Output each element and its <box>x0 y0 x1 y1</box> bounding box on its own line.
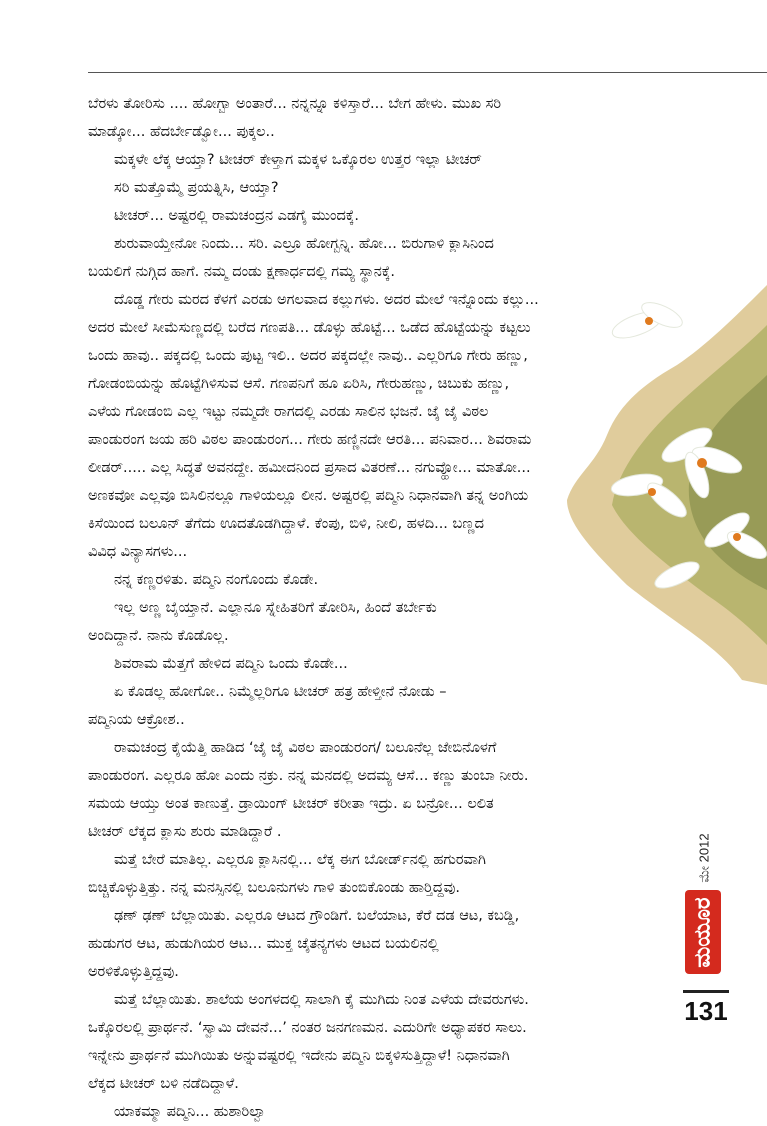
magazine-logo: ಮಯೂರ <box>685 890 721 974</box>
text-line: ಏ ಕೊಡಲ್ಲ ಹೋಗೋ.. ನಿಮ್ಮೆಲ್ಲರಿಗೂ ಟೀಚರ್ ಹತ್ರ ಹೇಳ್ತೀನೆ ನೋಡು – <box>114 684 447 700</box>
text-line: ಶುರುವಾಯ್ತೇನೋ ನಿಂದು... ಸರಿ. ಎಲ್ರೂ ಹೋಗ್ಬನ್ನಿ. ಹೋ... ಬಿರುಗಾಳಿ ಕ್ಲಾಸಿನಿಂದ <box>114 236 494 252</box>
text-line: ಒಂದು ಹಾವು.. ಪಕ್ಕದಲ್ಲಿ ಒಂದು ಪುಟ್ಟ ಇಲಿ.. ಅದರ ಪಕ್ಕದಲ್ಲೇ ನಾವು.. ಎಲ್ಲರಿಗೂ ಗೇರು ಹಣ್ಣು, <box>88 348 528 364</box>
text-line: ಪಾಂಡುರಂಗ. ಎಲ್ಲರೂ ಹೋ ಎಂದು ನಕ್ರು. ನನ್ನ ಮನದಲ್ಲಿ ಅದಮ್ಯ ಆಸೆ... ಕಣ್ಣು ತುಂಬಾ ನೀರು. <box>88 768 529 784</box>
flower-illustration <box>567 285 767 685</box>
page-number: 131 <box>684 996 728 1026</box>
text-line: ಬಿಚ್ಚಿಕೊಳ್ಳುತ್ತಿತ್ತು. ನನ್ನ ಮನಸ್ಸಿನಲ್ಲಿ ಬಲೂನುಗಳು ಗಾಳಿ ತುಂಬಿಕೊಂಡು ಹಾರ್‍ತಿದ್ದವು. <box>88 880 461 896</box>
text-line: ಅರಳಿಕೊಳ್ಳುತ್ತಿದ್ದವು. <box>88 964 179 980</box>
text-line: ದೊಡ್ಡ ಗೇರು ಮರದ ಕೆಳಗೆ ಎರಡು ಅಗಲವಾದ ಕಲ್ಲುಗಳು. ಅದರ ಮೇಲೆ ಇನ್ನೊಂದು ಕಲ್ಲು... <box>114 292 539 308</box>
text-line: ಲೆಕ್ಕದ ಟೀಚರ್ ಬಳಿ ನಡೆದಿದ್ದಾಳೆ. <box>88 1076 239 1092</box>
text-line: ಅದರ ಮೇಲೆ ಸೀಮೆಸುಣ್ಣದಲ್ಲಿ ಬರೆದ ಗಣಪತಿ... ಡೊಳ್ಳು ಹೊಟ್ಟೆ... ಒಡೆದ ಹೊಟ್ಟೆಯನ್ನು ಕಟ್ಟಲು <box>88 320 531 336</box>
text-line: ಗೋಡಂಬಿಯನ್ನು ಹೊಟ್ಟೆಗಿಳಿಸುವ ಆಸೆ. ಗಣಪನಿಗೆ ಹೂ ಏರಿಸಿ, ಗೇರುಹಣ್ಣು, ಚಿಬುಕು ಹಣ್ಣು, <box>88 376 510 392</box>
text-line: ಶಿವರಾಮ ಮೆತ್ತಗೆ ಹೇಳಿದ ಪದ್ಮಿನಿ ಒಂದು ಕೊಡೇ... <box>114 656 348 672</box>
text-line: ಒಕ್ಕೊರಲಲ್ಲಿ ಪ್ರಾರ್ಥನೆ. ‘ಸ್ವಾಮಿ ದೇವನೆ...’ ನಂತರ ಜನಗಣಮನ. ಎದುರಿಗೇ ಅಧ್ಯಾಪಕರ ಸಾಲು. <box>88 1020 527 1036</box>
text-line: ಇನ್ನೇನು ಪ್ರಾರ್ಥನೆ ಮುಗಿಯಿತು ಅನ್ನುವಷ್ಟರಲ್ಲಿ ಇದೇನು ಪದ್ಮಿನಿ ಬಿಕ್ಕಳಿಸುತ್ತಿದ್ದಾಳೆ! ನಿಧಾನವಾಗಿ <box>88 1048 510 1064</box>
issue-date: ಮೇ 2012 <box>697 833 713 883</box>
text-line: ಪಾಂಡುರಂಗ ಜಯ ಹರಿ ವಿಠಲ ಪಾಂಡುರಂಗ... ಗೇರು ಹಣ್ಣಿನದೇ ಆರತಿ... ಪನಿವಾರ... ಶಿವರಾಮ <box>88 432 532 448</box>
text-line: ಮಾಡ್ಕೋ... ಹೆದರ್ಬೇಡ್ವೋ... ಪುಕ್ಕಲ.. <box>88 124 275 140</box>
text-line: ವಿವಿಧ ವಿನ್ಯಾಸಗಳು... <box>88 544 188 560</box>
text-line: ಪದ್ಮಿನಿಯ ಆಕ್ರೋಶ.. <box>88 712 185 728</box>
text-line: ಅಣಕವೋ ಎಲ್ಲವೂ ಬಿಸಿಲಿನಲ್ಲೂ ಗಾಳಿಯಲ್ಲೂ ಲೀನ. ಅಷ್ಟರಲ್ಲಿ ಪದ್ಮಿನಿ ನಿಧಾನವಾಗಿ ತನ್ನ ಅಂಗಿಯ <box>88 488 529 504</box>
text-line: ಟೀಚರ್ ಲೆಕ್ಕದ ಕ್ಲಾಸು ಶುರು ಮಾಡಿದ್ದಾರೆ . <box>88 824 282 840</box>
text-line: ಕಿಸೆಯಿಂದ ಬಲೂನ್ ತೆಗೆದು ಊದತೊಡಗಿದ್ದಾಳೆ. ಕೆಂಪು, ಬಿಳಿ, ನೀಲಿ, ಹಳದಿ... ಬಣ್ಣದ <box>88 516 485 532</box>
text-line: ಬೆರಳು ತೋರಿಸು .... ಹೋಗ್ಬಾ ಅಂತಾರೆ... ನನ್ನನ್ನೂ ಕಳಿಸ್ತಾರೆ... ಬೇಗ ಹೇಳು. ಮುಖ ಸರಿ <box>88 96 501 112</box>
text-line: ಬಯಲಿಗೆ ನುಗ್ಗಿದ ಹಾಗೆ. ನಮ್ಮ ದಂಡು ಕ್ಷಣಾರ್ಧದಲ್ಲಿ ಗಮ್ಯ ಸ್ಥಾನಕ್ಕೆ. <box>88 264 395 280</box>
text-line: ಢಣ್ ಢಣ್ ಬೆಲ್ಲಾಯಿತು. ಎಲ್ಲರೂ ಆಟದ ಗ್ರೌಂಡಿಗೆ. ಬಲೆಯಾಟ, ಕೆರೆ ದಡ ಆಟ, ಕಬಡ್ಡಿ, <box>114 908 520 924</box>
text-line: ನನ್ನ ಕಣ್ಣರಳಿತು. ಪದ್ಮಿನಿ ನಂಗೊಂದು ಕೊಡೇ. <box>114 572 319 588</box>
text-line: ಸಮಯ ಆಯ್ತು ಅಂತ ಕಾಣುತ್ತೆ. ಡ್ರಾಯಿಂಗ್ ಟೀಚರ್ ಕರೀತಾ ಇದ್ರು. ಏ ಬನ್ರೋ... ಲಲಿತ <box>88 796 494 812</box>
text-line: ಇಲ್ಲ ಅಣ್ಣ ಬೈಯ್ತಾನೆ. ಎಲ್ಲಾನೂ ಸ್ನೇಹಿತರಿಗೆ ತೋರಿಸಿ, ಹಿಂದೆ ತರ್ಬೇಕು <box>114 600 437 616</box>
text-line: ಅಂದಿದ್ದಾನೆ. ನಾನು ಕೊಡೊಲ್ಲ. <box>88 628 229 644</box>
text-line: ಮಕ್ಕಳೇ ಲೆಕ್ಕ ಆಯ್ತಾ? ಟೀಚರ್ ಕೇಳ್ತಾಗ ಮಕ್ಕಳ ಒಕ್ಕೊರಲ ಉತ್ತರ ಇಲ್ಲಾ ಟೀಚರ್ <box>114 152 482 168</box>
text-line: ಹುಡುಗರ ಆಟ, ಹುಡುಗಿಯರ ಆಟ... ಮುಕ್ತ ಚೈತನ್ಯಗಳು ಆಟದ ಬಯಲಿನಲ್ಲಿ <box>88 936 439 952</box>
side-masthead <box>685 820 725 980</box>
top-rule <box>88 72 767 73</box>
text-line: ರಾಮಚಂದ್ರ ಕೈಯೆತ್ತಿ ಹಾಡಿದ ‘ಜೈ ಜೈ ವಿಠಲ ಪಾಂಡುರಂಗ/ ಬಲೂನೆಲ್ಲ ಜೇಬಿನೊಳಗೆ <box>114 740 497 756</box>
page-number-rule <box>683 990 729 993</box>
text-line: ಯಾಕಮ್ಮಾ ಪದ್ಮಿನಿ... ಹುಶಾರಿಲ್ವಾ <box>114 1104 267 1120</box>
text-line: ಎಳೆಯ ಗೋಡಂಬಿ ಎಲ್ಲ ಇಟ್ಟು ನಮ್ಮದೇ ರಾಗದಲ್ಲಿ ಎರಡು ಸಾಲಿನ ಭಜನೆ. ಜೈ ಜೈ ವಿಠಲ <box>88 404 489 420</box>
text-line: ಮತ್ತೆ ಬೇರೆ ಮಾತಿಲ್ಲ. ಎಲ್ಲರೂ ಕ್ಲಾಸಿನಲ್ಲಿ... ಲೆಕ್ಕ ಈಗ ಬೋರ್ಡ್‌ನಲ್ಲಿ ಹಗುರವಾಗಿ <box>114 852 486 868</box>
text-line: ಮತ್ತೆ ಬೆಲ್ಲಾಯಿತು. ಶಾಲೆಯ ಅಂಗಳದಲ್ಲಿ ಸಾಲಾಗಿ ಕೈ ಮುಗಿದು ನಿಂತ ಎಳೆಯ ದೇವರುಗಳು. <box>114 992 529 1008</box>
text-line: ಟೀಚರ್... ಅಷ್ಟರಲ್ಲಿ ರಾಮಚಂದ್ರನ ಎಡಗೈ ಮುಂದಕ್ಕೆ. <box>114 208 359 224</box>
text-line: ಲೀಡರ್..... ಎಲ್ಲ ಸಿದ್ಧತೆ ಅವನದ್ದೇ. ಹಮೀದನಿಂದ ಪ್ರಸಾದ ವಿತರಣೆ... ನಗುವ್ಹೋ... ಮಾತೋ... <box>88 460 531 476</box>
text-line: ಸರಿ ಮತ್ತೊಮ್ಮೆ ಪ್ರಯತ್ನಿಸಿ, ಆಯ್ತಾ? <box>114 180 279 196</box>
